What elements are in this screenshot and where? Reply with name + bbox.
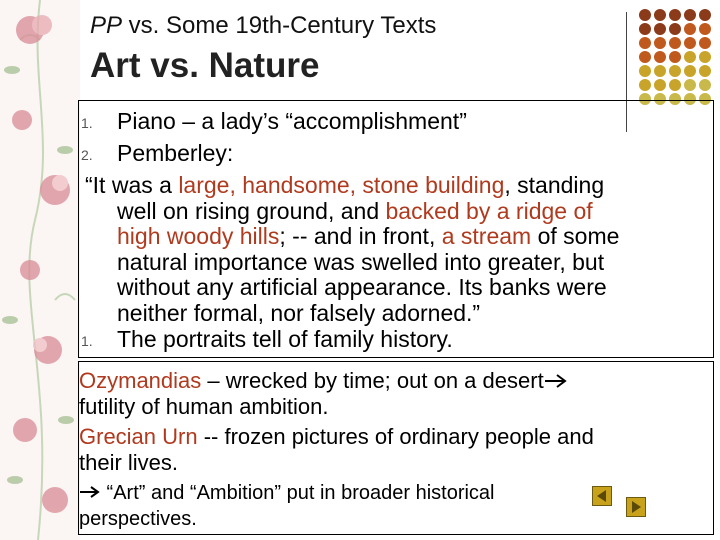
quote-text: well on rising ground, and (117, 197, 386, 224)
decor-dot (684, 23, 696, 35)
decor-dot (684, 65, 696, 77)
quote-text: of some (531, 223, 620, 250)
decor-dot (654, 9, 666, 21)
decor-dot (684, 37, 696, 49)
quote-text: neither formal, nor falsely adorned.” (117, 300, 481, 326)
grecian-urn-line: their lives. (79, 450, 179, 475)
rose-pattern-icon (0, 0, 80, 540)
quote-text: without any artificial appearance. Its banks were (117, 274, 607, 301)
ozymandias-line: futility of human ambition. (79, 394, 329, 419)
list-number: 1. (81, 115, 93, 131)
decor-dot (684, 51, 696, 63)
decor-dot (654, 23, 666, 35)
decor-dot (699, 37, 711, 49)
quote-text: natural importance was swelled into greater, but (117, 248, 605, 275)
decor-dot (669, 51, 681, 63)
decor-dot (669, 37, 681, 49)
next-slide-button[interactable] (626, 497, 646, 517)
decor-dot (669, 23, 681, 35)
decor-dot (654, 51, 666, 63)
floral-border (0, 0, 80, 540)
list-number: 1. (81, 333, 93, 349)
decor-dot (639, 23, 651, 35)
art-text: “Art” and “Ambition” put in broader historical (101, 482, 495, 504)
ozymandias-text: – wrecked by time; out on a desert (201, 368, 544, 393)
decor-dot (699, 23, 711, 35)
slide-subtitle (90, 12, 436, 40)
decor-dot (654, 37, 666, 49)
previous-slide-button[interactable] (592, 486, 612, 506)
quote-text: ; -- and in front, (279, 223, 442, 250)
decor-dot (639, 79, 651, 91)
secondary-text-box (78, 361, 714, 535)
highlighted-phrase: a stream (441, 223, 532, 250)
decor-dot (669, 65, 681, 77)
quote-line (117, 273, 607, 301)
arrow-right-icon (544, 373, 568, 389)
decor-dot (669, 9, 681, 21)
list-number: 2. (81, 147, 93, 163)
decor-dot (684, 9, 696, 21)
art-line (79, 480, 495, 506)
quote-text: “It was a (85, 172, 179, 198)
decor-dot (639, 9, 651, 21)
decor-dot (639, 51, 651, 63)
triangle-right-icon (627, 498, 645, 516)
art-line: perspectives. (79, 508, 197, 530)
decor-dot (699, 51, 711, 63)
decor-dot (639, 37, 651, 49)
quote-line (117, 299, 480, 327)
quote-line (117, 222, 619, 250)
subtitle-text: vs. Some 19th-Century Texts (122, 12, 437, 39)
ozymandias-line (79, 368, 568, 394)
subtitle-italic: PP (90, 12, 123, 39)
quote-line (85, 171, 604, 199)
highlighted-phrase: large, handsome, stone building (178, 172, 505, 198)
highlighted-phrase: high woody hills (117, 223, 280, 250)
triangle-left-icon (593, 487, 611, 505)
decor-dot (699, 65, 711, 77)
list-item: Pemberley: (117, 140, 234, 166)
arrow-right-icon (79, 485, 101, 499)
grecian-urn-title: Grecian Urn (79, 424, 198, 449)
decor-dot (654, 79, 666, 91)
decor-dot (654, 65, 666, 77)
quote-text: , standing (504, 172, 605, 198)
quote-line (117, 248, 604, 276)
decor-dot (699, 79, 711, 91)
decor-dot (699, 9, 711, 21)
list-item: Piano – a lady’s “accomplishment” (117, 108, 467, 134)
decor-dot (684, 79, 696, 91)
list-item: The portraits tell of family history. (117, 326, 453, 352)
highlighted-phrase: backed by a ridge of (385, 197, 593, 224)
main-text-box (78, 100, 714, 358)
ozymandias-title: Ozymandias (79, 368, 202, 393)
dot-grid-icon (638, 8, 716, 112)
quote-line (117, 197, 593, 225)
slide-title: Art vs. Nature (90, 46, 320, 85)
grecian-urn-line (79, 424, 594, 450)
decor-dot (669, 79, 681, 91)
grecian-urn-text: -- frozen pictures of ordinary people and (197, 424, 594, 449)
decor-dot (639, 65, 651, 77)
